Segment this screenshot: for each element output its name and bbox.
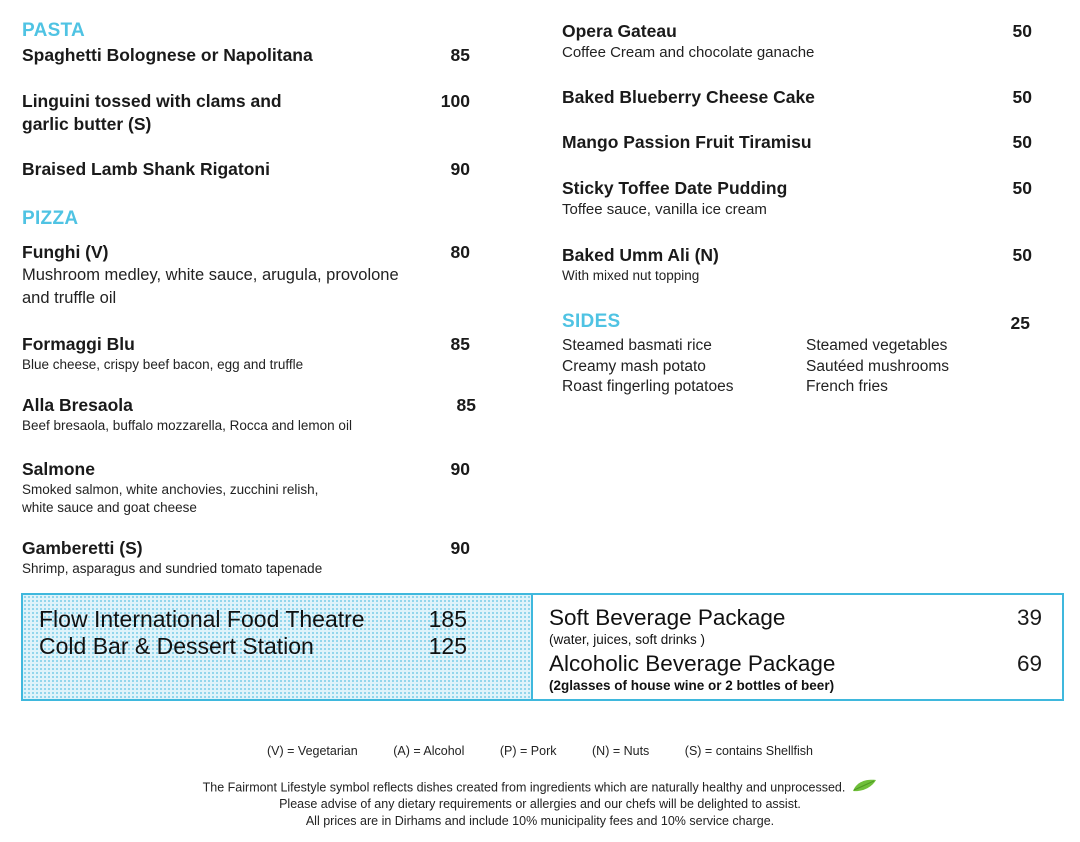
- item-description: Shrimp, asparagus and sundried tomato tapenade: [22, 561, 323, 576]
- menu-item: [562, 177, 1032, 220]
- menu-item: [22, 90, 482, 136]
- item-price: 50: [1012, 87, 1032, 107]
- item-price: 85: [456, 395, 476, 415]
- item-description: With mixed nut topping: [562, 268, 700, 283]
- item-name: Gamberetti (S): [22, 538, 143, 558]
- package-name: Alcoholic Beverage Package: [549, 651, 836, 676]
- item-name: Linguini tossed with clams and: [22, 91, 282, 111]
- item-description-cont: and truffle oil: [22, 289, 117, 307]
- side-item: Creamy mash potato: [562, 357, 706, 375]
- package-row: [39, 632, 467, 660]
- footer-text: Please advise of any dietary requirements or allergies and our chefs will be delighted to assist.: [279, 797, 801, 811]
- menu-item: [22, 158, 482, 181]
- item-name: Alla Bresaola: [22, 395, 133, 415]
- menu-item: [562, 131, 1032, 154]
- package-note: (2glasses of house wine or 2 bottles of beer): [549, 678, 835, 693]
- item-name: Funghi (V): [22, 242, 109, 262]
- item-price: 100: [440, 91, 470, 111]
- footer-text: The Fairmont Lifestyle symbol reflects dishes created from ingredients which are naturally healthy and unprocessed.: [202, 780, 846, 795]
- side-item: Sautéed mushrooms: [806, 357, 950, 375]
- item-name: Sticky Toffee Date Pudding: [562, 178, 788, 198]
- item-name: Mango Passion Fruit Tiramisu: [562, 132, 812, 152]
- item-description: Mushroom medley, white sauce, arugula, provolone: [22, 266, 399, 284]
- item-price: 90: [450, 159, 470, 179]
- item-name: Opera Gateau: [562, 21, 677, 41]
- sides-column-2: [806, 336, 949, 398]
- item-price: 80: [450, 242, 470, 262]
- item-description: Smoked salmon, white anchovies, zucchini relish,: [22, 482, 319, 497]
- item-description: Coffee Cream and chocolate ganache: [562, 44, 815, 61]
- side-item: Steamed basmati rice: [562, 337, 712, 354]
- packages-box: [21, 593, 1064, 701]
- item-description: Blue cheese, crispy beef bacon, egg and truffle: [22, 357, 304, 372]
- side-item: Steamed vegetables: [806, 337, 948, 354]
- footer-line: [0, 813, 1080, 830]
- section-title-sides: SIDES: [562, 311, 621, 332]
- beverage-package: [549, 650, 1042, 694]
- item-description: Toffee sauce, vanilla ice cream: [562, 201, 767, 218]
- section-title-pasta: PASTA: [22, 20, 86, 41]
- menu-item: [22, 241, 482, 310]
- menu-item: [22, 537, 482, 578]
- item-name: Braised Lamb Shank Rigatoni: [22, 159, 270, 179]
- package-price: 185: [428, 606, 467, 632]
- item-price: 50: [1012, 132, 1032, 152]
- package-price: 39: [1016, 605, 1042, 630]
- item-name: Baked Umm Ali (N): [562, 245, 719, 265]
- item-name: Formaggi Blu: [22, 334, 135, 354]
- leaf-icon: [851, 779, 877, 798]
- food-packages-panel: [23, 595, 533, 699]
- package-price: 125: [428, 633, 467, 659]
- footer-text: All prices are in Dirhams and include 10% municipality fees and 10% service charge.: [305, 814, 775, 828]
- menu-item: [562, 20, 1032, 63]
- item-name: Baked Blueberry Cheese Cake: [562, 87, 815, 107]
- legend-item: (N) = Nuts: [592, 744, 650, 758]
- legend-item: (S) = contains Shellfish: [684, 744, 813, 758]
- item-price: 50: [1012, 178, 1032, 198]
- item-price: 50: [1012, 21, 1032, 41]
- dietary-legend: [0, 744, 1080, 758]
- beverage-packages-panel: [533, 595, 1062, 699]
- item-description: Beef bresaola, buffalo mozzarella, Rocca and lemon oil: [22, 418, 352, 433]
- sides-column-1: [562, 336, 733, 398]
- item-name: Salmone: [22, 459, 95, 479]
- package-note: (water, juices, soft drinks ): [549, 632, 706, 647]
- legend-item: (A) = Alcohol: [393, 744, 465, 758]
- sides-price: 25: [1010, 313, 1030, 333]
- package-name: Flow International Food Theatre: [39, 606, 365, 632]
- menu-item: [22, 333, 482, 374]
- beverage-package: [549, 604, 1042, 648]
- item-price: 85: [450, 334, 470, 354]
- item-price: 50: [1012, 245, 1032, 265]
- item-price: 90: [450, 538, 470, 558]
- item-price: 90: [450, 459, 470, 479]
- legend-item: (V) = Vegetarian: [267, 744, 358, 758]
- side-item: Roast fingerling potatoes: [562, 378, 734, 395]
- item-name-cont: garlic butter (S): [22, 114, 152, 134]
- package-price: 69: [1016, 651, 1042, 676]
- menu-item: [22, 44, 482, 67]
- menu-item: [22, 458, 482, 517]
- package-name: Cold Bar & Dessert Station: [39, 633, 314, 659]
- section-title-pizza: PIZZA: [22, 208, 79, 229]
- item-price: 85: [450, 45, 470, 65]
- side-item: French fries: [806, 378, 888, 395]
- package-name: Soft Beverage Package: [549, 605, 786, 630]
- menu-item: [562, 244, 1032, 285]
- footer-line: [0, 779, 1080, 798]
- item-name: Spaghetti Bolognese or Napolitana: [22, 45, 313, 65]
- footer-line: [0, 796, 1080, 813]
- item-description-cont: white sauce and goat cheese: [22, 500, 197, 515]
- package-row: [39, 605, 467, 633]
- legend-item: (P) = Pork: [499, 744, 557, 758]
- menu-item: [562, 86, 1032, 109]
- menu-item: [22, 394, 482, 435]
